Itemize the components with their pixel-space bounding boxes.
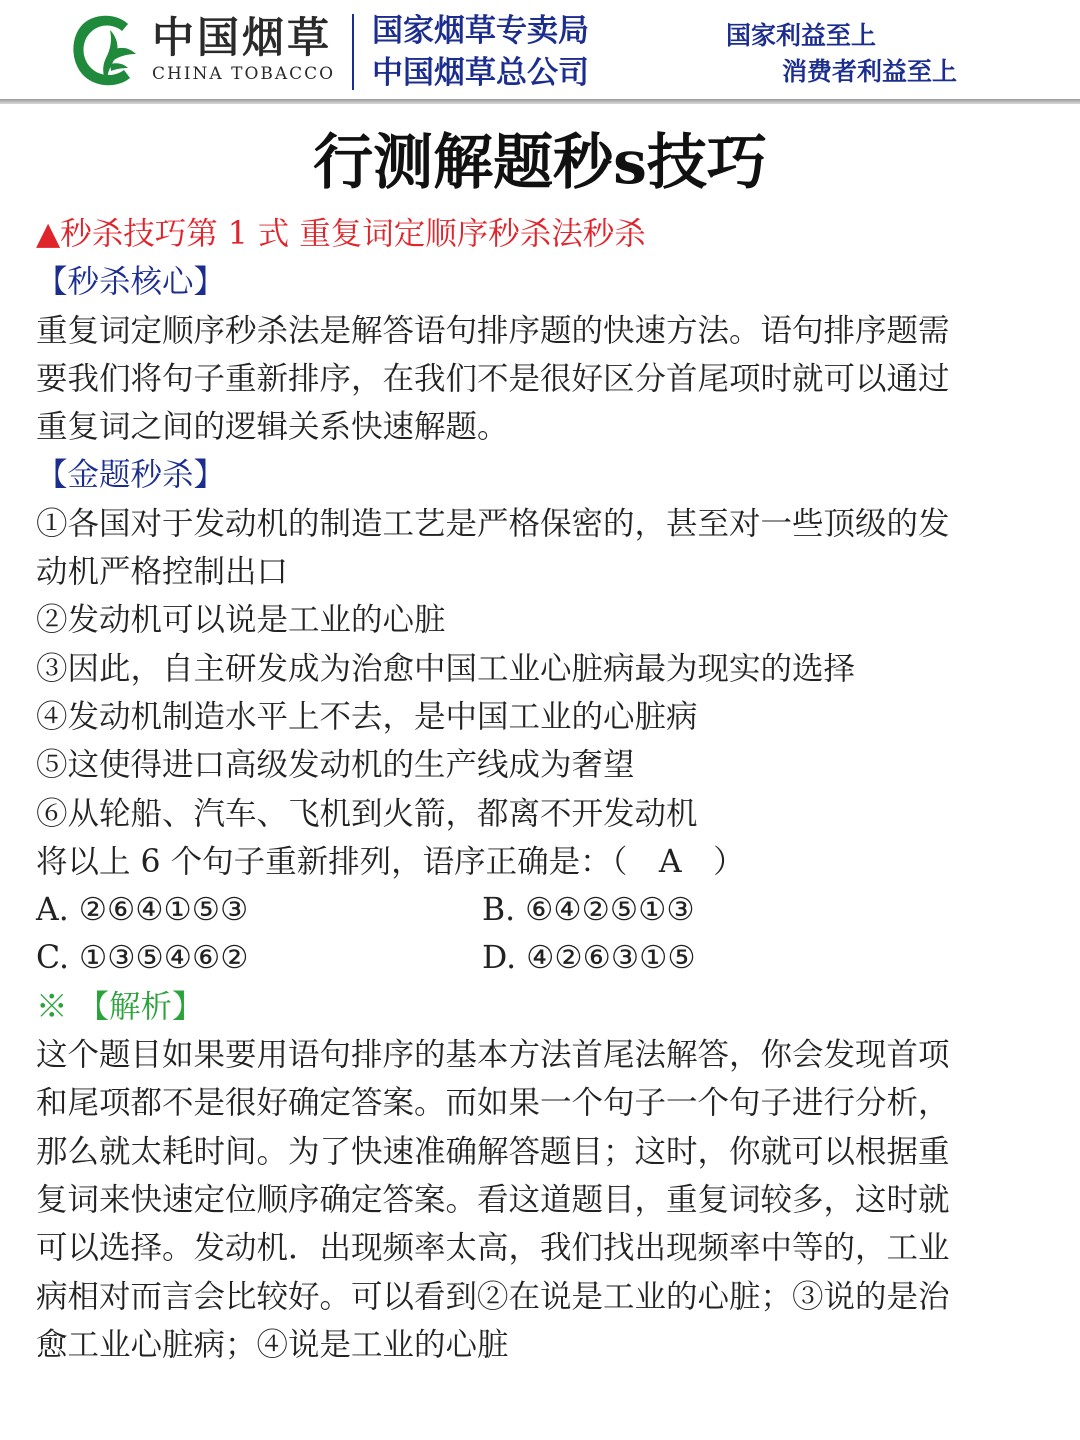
- brand-name-en: CHINA TOBACCO: [152, 64, 336, 84]
- page-title: 行测解题秒s技巧: [313, 128, 767, 198]
- option-b: B. ⑥④②⑤①③: [482, 892, 695, 929]
- analysis-line: 可以选择。发动机．出现频率太高，我们找出现频率中等的，工业: [36, 1230, 950, 1267]
- core-text-line: 重复词之间的逻辑关系快速解题。: [36, 409, 509, 446]
- core-label: 【秒杀核心】: [36, 264, 226, 301]
- options-row: [36, 886, 1046, 934]
- analysis-line: 和尾项都不是很好确定答案。而如果一个句子一个句子进行分析，: [36, 1085, 950, 1122]
- analysis-line: 这个题目如果要用语句排序的基本方法首尾法解答，你会发现首项: [36, 1037, 950, 1074]
- gold-question-label: 【金题秒杀】: [36, 457, 226, 494]
- header-divider: [352, 14, 354, 90]
- brand-name-cn: 中国烟草: [152, 13, 333, 62]
- analysis-line: 病相对而言会比较好。可以看到②在说是工业的心脏；③说的是治: [36, 1278, 950, 1315]
- core-text-line: 重复词定顺序秒杀法是解答语句排序题的快速方法。语句排序题需: [36, 312, 950, 349]
- analysis-line: 复词来快速定位顺序确定答案。看这道题目，重复词较多，这时就: [36, 1181, 950, 1218]
- slogan-line1: 国家利益至上: [726, 21, 877, 50]
- agency-name-line2: 中国烟草总公司: [372, 55, 589, 91]
- article-body: [36, 210, 1046, 1369]
- agency-name-line1: 国家烟草专卖局: [372, 13, 589, 49]
- question-line: ①各国对于发动机的制造工艺是严格保密的，甚至对一些顶级的发: [36, 505, 950, 542]
- china-tobacco-logo-icon: [66, 10, 140, 90]
- analysis-label: ※ 【解析】: [36, 988, 204, 1025]
- option-d: D. ④②⑥③①⑤: [482, 940, 696, 977]
- analysis-line: 愈工业心脏病；④说是工业的心脏: [36, 1326, 509, 1363]
- option-a: A. ②⑥④①⑤③: [36, 892, 249, 929]
- question-line: ⑤这使得进口高级发动机的生产线成为奢望: [36, 747, 635, 784]
- question-line: ⑥从轮船、汽车、飞机到火箭，都离不开发动机: [36, 795, 698, 832]
- question-line: 动机严格控制出口: [36, 554, 289, 591]
- core-text-line: 要我们将句子重新排序，在我们不是很好区分首尾项时就可以通过: [36, 360, 950, 397]
- analysis-line: 那么就太耗时间。为了快速准确解答题目；这时，你就可以根据重: [36, 1133, 950, 1170]
- section-heading: ▲秒杀技巧第 1 式 重复词定顺序秒杀法秒杀: [36, 216, 646, 252]
- options-row: [36, 934, 1046, 982]
- question-line: ②发动机可以说是工业的心脏: [36, 602, 446, 639]
- slogan-line2: 消费者利益至上: [782, 57, 958, 86]
- option-c: C. ①③⑤④⑥②: [36, 940, 249, 977]
- header-rule: [0, 99, 1080, 104]
- question-prompt: 将以上 6 个句子重新排列，语序正确是：（ A ）: [36, 843, 745, 880]
- question-line: ③因此，自主研发成为治愈中国工业心脏病最为现实的选择: [36, 650, 856, 687]
- question-line: ④发动机制造水平上不去，是中国工业的心脏病: [36, 698, 698, 735]
- header-banner: [0, 0, 1080, 100]
